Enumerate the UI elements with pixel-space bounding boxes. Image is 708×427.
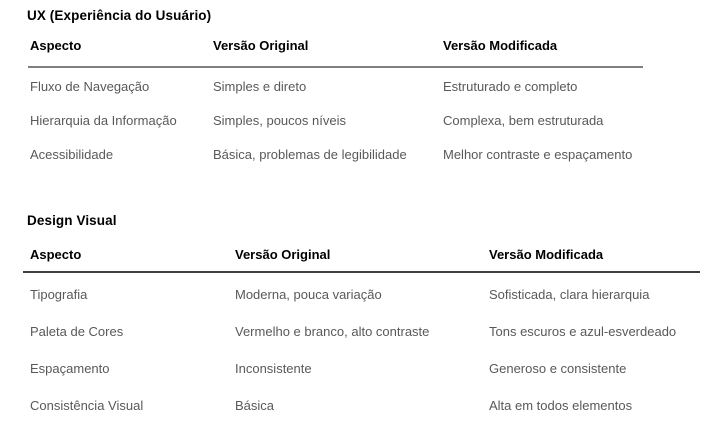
table-cell: Vermelho e branco, alto contraste — [235, 324, 430, 339]
table-cell: Tons escuros e azul-esverdeado — [489, 324, 677, 339]
table-cell: Alta em todos elementos — [489, 398, 633, 413]
table-cell: Simples, poucos níveis — [213, 112, 346, 128]
table-cell: Simples e direto — [213, 78, 307, 94]
section-ux — [27, 7, 643, 170]
table-cell: Consistência Visual — [30, 398, 144, 413]
table-cell: Acessibilidade — [30, 146, 114, 162]
table-cell: Tipografia — [30, 287, 88, 302]
column-header-versao-original: Versão Original — [213, 38, 309, 53]
table-design-visual — [23, 247, 700, 421]
table-cell: Generoso e consistente — [489, 361, 627, 376]
column-header-aspecto: Aspecto — [30, 38, 82, 53]
table-cell: Básica — [235, 398, 275, 413]
table-cell: Paleta de Cores — [30, 324, 124, 339]
table-cell: Estruturado e completo — [443, 78, 578, 94]
column-header-versao-original: Versão Original — [235, 247, 331, 262]
table-cell: Básica, problemas de legibilidade — [213, 146, 407, 162]
table-cell: Complexa, bem estruturada — [443, 112, 604, 128]
section-design-visual — [27, 212, 700, 421]
table-cell: Fluxo de Navegação — [30, 78, 150, 94]
table-cell: Espaçamento — [30, 361, 110, 376]
table-cell: Melhor contraste e espaçamento — [443, 146, 633, 162]
table-cell: Hierarquia da Informação — [30, 112, 177, 128]
column-header-versao-modificada: Versão Modificada — [489, 247, 604, 262]
column-header-aspecto: Aspecto — [30, 247, 82, 262]
table-cell: Sofisticada, clara hierarquia — [489, 287, 650, 302]
section-title-ux: UX (Experiência do Usuário) — [27, 8, 212, 23]
table-cell: Moderna, pouca variação — [235, 287, 382, 302]
table-ux — [28, 38, 643, 170]
table-cell: Inconsistente — [235, 361, 312, 376]
column-header-versao-modificada: Versão Modificada — [443, 38, 558, 53]
section-title-design-visual: Design Visual — [27, 213, 117, 228]
